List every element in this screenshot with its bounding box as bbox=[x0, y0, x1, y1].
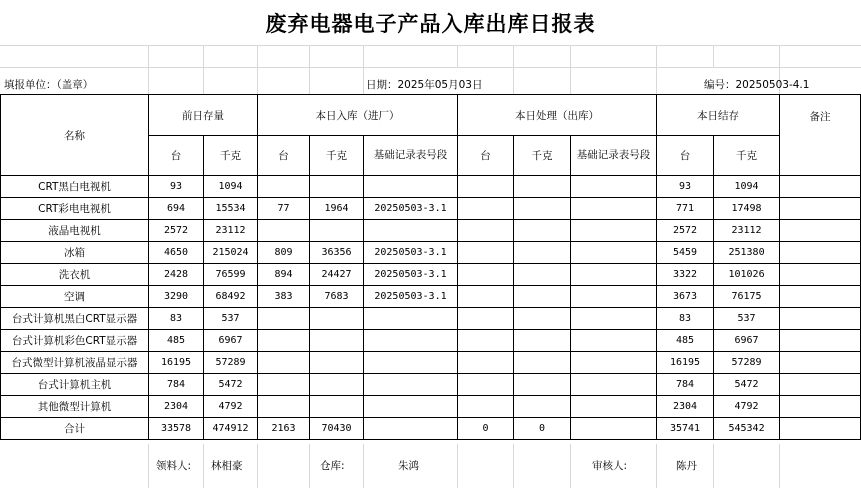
report-date: 日期：2025年05月03日 bbox=[366, 79, 483, 91]
cell-in-kg bbox=[310, 176, 364, 198]
header-remark: 备注 bbox=[780, 95, 861, 176]
cell-row-name: 液晶电视机 bbox=[1, 220, 149, 242]
cell-out-tai bbox=[458, 286, 514, 308]
cell-out-kg bbox=[514, 352, 571, 374]
signature-row bbox=[0, 444, 861, 488]
cell-row-name: 其他微型计算机 bbox=[1, 396, 149, 418]
cell-out-tai bbox=[458, 330, 514, 352]
cell-in-kg bbox=[310, 352, 364, 374]
cell-out-record bbox=[571, 264, 657, 286]
cell-prev-kg: 474912 bbox=[204, 418, 258, 440]
info-row bbox=[0, 68, 861, 94]
cell-out-tai bbox=[458, 220, 514, 242]
cell-in-tai: 77 bbox=[258, 198, 310, 220]
report-number: 编号：20250503-4.1 bbox=[704, 79, 810, 91]
cell-out-tai bbox=[458, 242, 514, 264]
cell-row-name: CRT彩电电视机 bbox=[1, 198, 149, 220]
cell-bal-tai: 5459 bbox=[657, 242, 714, 264]
cell-out-record bbox=[571, 220, 657, 242]
header-record-no: 基础记录表号段 bbox=[571, 136, 657, 176]
cell-in-record bbox=[364, 220, 458, 242]
cell-remark bbox=[780, 220, 861, 242]
header-unit-tai: 台 bbox=[258, 136, 310, 176]
cell-remark bbox=[780, 242, 861, 264]
spacer-row bbox=[0, 46, 861, 68]
cell-row-name: 合计 bbox=[1, 418, 149, 440]
cell-prev-kg: 76599 bbox=[204, 264, 258, 286]
cell-remark bbox=[780, 176, 861, 198]
table-row bbox=[1, 286, 861, 308]
cell-in-kg bbox=[310, 330, 364, 352]
cell-out-record bbox=[571, 396, 657, 418]
cell-in-record bbox=[364, 176, 458, 198]
cell-bal-kg: 23112 bbox=[714, 220, 780, 242]
cell-row-name: 台式微型计算机液晶显示器 bbox=[1, 352, 149, 374]
cell-in-tai: 383 bbox=[258, 286, 310, 308]
table-row bbox=[1, 220, 861, 242]
header-unit-kg: 千克 bbox=[514, 136, 571, 176]
cell-out-record bbox=[571, 352, 657, 374]
cell-out-record bbox=[571, 176, 657, 198]
reviewer-name: 陈丹 bbox=[676, 460, 697, 472]
cell-out-kg bbox=[514, 198, 571, 220]
table-row bbox=[1, 352, 861, 374]
receiver-label: 领料人: bbox=[156, 460, 192, 472]
cell-bal-kg: 6967 bbox=[714, 330, 780, 352]
cell-bal-kg: 76175 bbox=[714, 286, 780, 308]
cell-prev-kg: 5472 bbox=[204, 374, 258, 396]
header-unit-tai: 台 bbox=[149, 136, 204, 176]
cell-in-kg bbox=[310, 396, 364, 418]
cell-bal-tai: 83 bbox=[657, 308, 714, 330]
cell-bal-kg: 5472 bbox=[714, 374, 780, 396]
cell-remark bbox=[780, 418, 861, 440]
cell-in-kg: 36356 bbox=[310, 242, 364, 264]
cell-in-tai bbox=[258, 374, 310, 396]
cell-out-kg bbox=[514, 374, 571, 396]
cell-in-record bbox=[364, 308, 458, 330]
cell-prev-kg: 15534 bbox=[204, 198, 258, 220]
report-table bbox=[0, 94, 861, 440]
cell-bal-tai: 16195 bbox=[657, 352, 714, 374]
cell-in-record: 20250503-3.1 bbox=[364, 198, 458, 220]
cell-out-record bbox=[571, 198, 657, 220]
header-unit-kg: 千克 bbox=[310, 136, 364, 176]
receiver-name: 林相豪 bbox=[211, 460, 243, 472]
cell-prev-kg: 68492 bbox=[204, 286, 258, 308]
cell-prev-tai: 93 bbox=[149, 176, 204, 198]
cell-out-kg bbox=[514, 286, 571, 308]
cell-prev-tai: 3290 bbox=[149, 286, 204, 308]
cell-prev-kg: 23112 bbox=[204, 220, 258, 242]
cell-row-name: 台式计算机黑白CRT显示器 bbox=[1, 308, 149, 330]
reviewer-label: 审核人: bbox=[592, 460, 628, 472]
cell-out-kg bbox=[514, 396, 571, 418]
cell-in-record bbox=[364, 396, 458, 418]
cell-prev-tai: 4650 bbox=[149, 242, 204, 264]
header-inbound: 本日入库（进厂） bbox=[258, 95, 458, 136]
cell-bal-tai: 2572 bbox=[657, 220, 714, 242]
cell-prev-tai: 2304 bbox=[149, 396, 204, 418]
cell-out-tai bbox=[458, 198, 514, 220]
cell-out-record bbox=[571, 374, 657, 396]
cell-bal-tai: 2304 bbox=[657, 396, 714, 418]
cell-in-tai bbox=[258, 396, 310, 418]
cell-out-record bbox=[571, 242, 657, 264]
cell-out-record bbox=[571, 308, 657, 330]
cell-in-record: 20250503-3.1 bbox=[364, 242, 458, 264]
cell-out-tai: 0 bbox=[458, 418, 514, 440]
cell-in-record bbox=[364, 418, 458, 440]
warehouse-name: 朱鸿 bbox=[398, 460, 419, 472]
header-unit-kg: 千克 bbox=[714, 136, 780, 176]
cell-remark bbox=[780, 374, 861, 396]
cell-row-name: 冰箱 bbox=[1, 242, 149, 264]
header-unit-kg: 千克 bbox=[204, 136, 258, 176]
cell-bal-tai: 35741 bbox=[657, 418, 714, 440]
cell-remark bbox=[780, 352, 861, 374]
cell-out-kg bbox=[514, 264, 571, 286]
cell-in-record: 20250503-3.1 bbox=[364, 264, 458, 286]
reporting-unit-label: 填报单位：（盖章） bbox=[4, 79, 94, 91]
cell-row-name: 空调 bbox=[1, 286, 149, 308]
cell-out-tai bbox=[458, 308, 514, 330]
cell-remark bbox=[780, 308, 861, 330]
table-row bbox=[1, 330, 861, 352]
header-unit-tai: 台 bbox=[458, 136, 514, 176]
cell-in-kg bbox=[310, 374, 364, 396]
cell-bal-kg: 17498 bbox=[714, 198, 780, 220]
cell-out-kg bbox=[514, 242, 571, 264]
cell-prev-tai: 2428 bbox=[149, 264, 204, 286]
header-record-no: 基础记录表号段 bbox=[364, 136, 458, 176]
cell-bal-kg: 537 bbox=[714, 308, 780, 330]
cell-in-kg: 7683 bbox=[310, 286, 364, 308]
cell-bal-tai: 93 bbox=[657, 176, 714, 198]
cell-in-tai bbox=[258, 220, 310, 242]
cell-in-tai bbox=[258, 176, 310, 198]
cell-out-tai bbox=[458, 374, 514, 396]
cell-in-tai: 809 bbox=[258, 242, 310, 264]
cell-prev-kg: 537 bbox=[204, 308, 258, 330]
cell-out-tai bbox=[458, 352, 514, 374]
header-prev-stock: 前日存量 bbox=[149, 95, 258, 136]
cell-prev-kg: 6967 bbox=[204, 330, 258, 352]
cell-out-kg bbox=[514, 330, 571, 352]
cell-bal-kg: 251380 bbox=[714, 242, 780, 264]
cell-out-record bbox=[571, 418, 657, 440]
cell-bal-kg: 545342 bbox=[714, 418, 780, 440]
cell-in-tai bbox=[258, 330, 310, 352]
cell-prev-tai: 485 bbox=[149, 330, 204, 352]
cell-in-kg bbox=[310, 308, 364, 330]
cell-bal-kg: 4792 bbox=[714, 396, 780, 418]
cell-in-kg: 70430 bbox=[310, 418, 364, 440]
cell-remark bbox=[780, 330, 861, 352]
header-outbound: 本日处理（出库） bbox=[458, 95, 657, 136]
cell-prev-kg: 4792 bbox=[204, 396, 258, 418]
cell-row-name: 洗衣机 bbox=[1, 264, 149, 286]
table-row bbox=[1, 374, 861, 396]
cell-in-record: 20250503-3.1 bbox=[364, 286, 458, 308]
table-row bbox=[1, 418, 861, 440]
table-row bbox=[1, 198, 861, 220]
cell-prev-tai: 2572 bbox=[149, 220, 204, 242]
table-row bbox=[1, 396, 861, 418]
cell-out-tai bbox=[458, 176, 514, 198]
cell-prev-tai: 694 bbox=[149, 198, 204, 220]
cell-prev-tai: 83 bbox=[149, 308, 204, 330]
cell-in-record bbox=[364, 352, 458, 374]
cell-bal-kg: 101026 bbox=[714, 264, 780, 286]
cell-bal-kg: 1094 bbox=[714, 176, 780, 198]
cell-remark bbox=[780, 264, 861, 286]
cell-out-tai bbox=[458, 264, 514, 286]
table-row bbox=[1, 308, 861, 330]
header-name: 名称 bbox=[1, 95, 149, 176]
cell-in-kg: 24427 bbox=[310, 264, 364, 286]
cell-row-name: 台式计算机主机 bbox=[1, 374, 149, 396]
cell-in-tai bbox=[258, 352, 310, 374]
cell-in-tai: 894 bbox=[258, 264, 310, 286]
cell-remark bbox=[780, 286, 861, 308]
cell-prev-tai: 33578 bbox=[149, 418, 204, 440]
cell-in-tai: 2163 bbox=[258, 418, 310, 440]
cell-row-name: 台式计算机彩色CRT显示器 bbox=[1, 330, 149, 352]
report-title: 废弃电器电子产品入库出库日报表 bbox=[0, 0, 861, 46]
cell-in-record bbox=[364, 374, 458, 396]
cell-out-kg bbox=[514, 308, 571, 330]
cell-bal-tai: 784 bbox=[657, 374, 714, 396]
cell-out-kg bbox=[514, 176, 571, 198]
cell-in-kg bbox=[310, 220, 364, 242]
header-balance: 本日结存 bbox=[657, 95, 780, 136]
cell-bal-tai: 3322 bbox=[657, 264, 714, 286]
cell-prev-kg: 1094 bbox=[204, 176, 258, 198]
cell-remark bbox=[780, 396, 861, 418]
cell-row-name: CRT黑白电视机 bbox=[1, 176, 149, 198]
cell-remark bbox=[780, 198, 861, 220]
cell-out-record bbox=[571, 286, 657, 308]
cell-prev-tai: 784 bbox=[149, 374, 204, 396]
cell-bal-tai: 771 bbox=[657, 198, 714, 220]
cell-prev-kg: 57289 bbox=[204, 352, 258, 374]
table-row bbox=[1, 242, 861, 264]
cell-out-kg bbox=[514, 220, 571, 242]
header-unit-tai: 台 bbox=[657, 136, 714, 176]
table-row bbox=[1, 176, 861, 198]
cell-bal-kg: 57289 bbox=[714, 352, 780, 374]
cell-in-kg: 1964 bbox=[310, 198, 364, 220]
cell-bal-tai: 3673 bbox=[657, 286, 714, 308]
cell-in-tai bbox=[258, 308, 310, 330]
cell-out-kg: 0 bbox=[514, 418, 571, 440]
cell-in-record bbox=[364, 330, 458, 352]
cell-out-record bbox=[571, 330, 657, 352]
cell-bal-tai: 485 bbox=[657, 330, 714, 352]
cell-prev-kg: 215024 bbox=[204, 242, 258, 264]
cell-prev-tai: 16195 bbox=[149, 352, 204, 374]
cell-out-tai bbox=[458, 396, 514, 418]
warehouse-label: 仓库: bbox=[320, 460, 345, 472]
table-row bbox=[1, 264, 861, 286]
